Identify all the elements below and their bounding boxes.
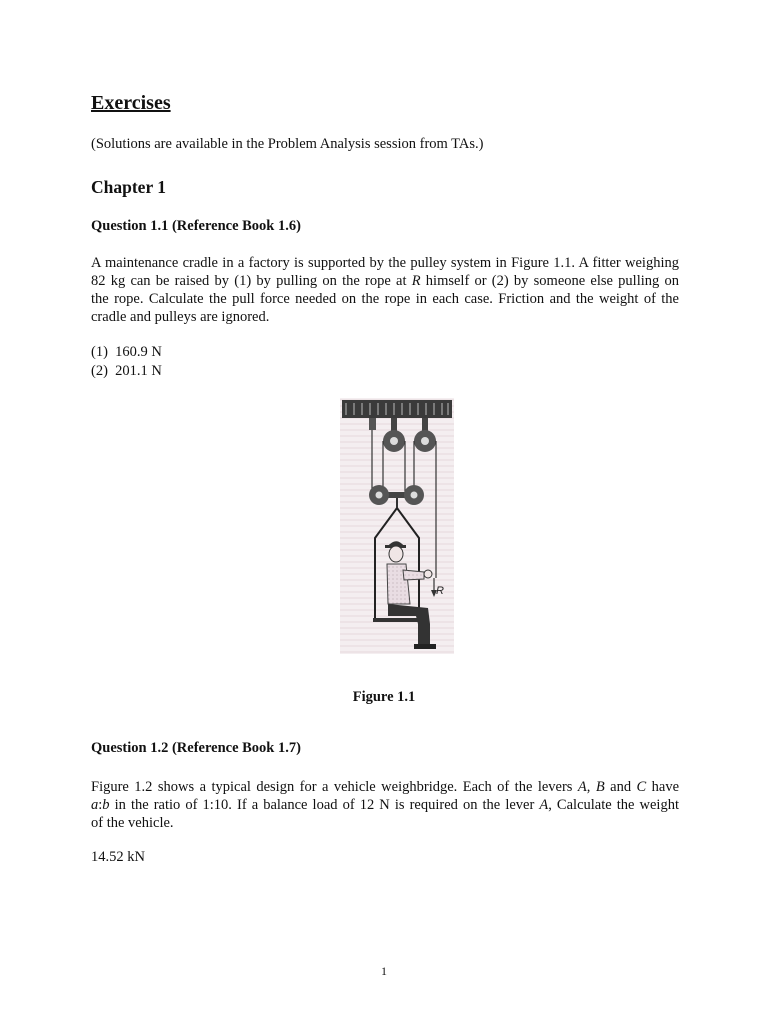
q1-line-2: 82 kg can be raised by (1) by pulling on the rope at R himself or (2) by someone else pulling on: [91, 273, 679, 289]
figure-1-1-pulley-image: [340, 398, 454, 654]
question-1-2-title: Question 1.2 (Reference Book 1.7): [91, 740, 301, 756]
q2-line-1: Figure 1.2 shows a typical design for a vehicle weighbridge. Each of the levers A, B and C have: [91, 779, 680, 795]
answer-1: (1) 160.9 N: [91, 344, 162, 360]
question-1-1-answers: [91, 343, 162, 381]
question-1-2-text: [91, 778, 679, 832]
page-number: 1: [381, 964, 387, 978]
question-1-2-answer: 14.52 kN: [91, 849, 145, 865]
question-1-1-text: [91, 254, 679, 326]
q2-line-3: of the vehicle.: [91, 815, 174, 831]
q1-line-3: the rope. Calculate the pull force needed on the rope in each case. Friction and the weight of the: [91, 291, 679, 307]
ceiling-beam: [342, 400, 452, 418]
rope-label-r: R: [436, 585, 444, 597]
q2-line-2: a:b in the ratio of 1:10. If a balance load of 12 N is required on the lever A, Calculate the weight: [91, 797, 679, 813]
exercises-heading: Exercises: [91, 92, 171, 114]
answer-2: (2) 201.1 N: [91, 363, 162, 379]
q1-line-1: A maintenance cradle in a factory is supported by the pulley system in Figure 1.1. A fitter weighing: [91, 255, 679, 271]
chapter-heading: Chapter 1: [91, 177, 167, 197]
rope-anchor: [369, 418, 376, 430]
pulley-system-illustration: [340, 398, 454, 654]
cradle-seat: [373, 618, 423, 622]
q1-line-4: cradle and pulleys are ignored.: [91, 309, 270, 325]
figure-1-1-caption: Figure 1.1: [352, 689, 416, 705]
question-1-1-title: Question 1.1 (Reference Book 1.6): [91, 218, 301, 234]
solutions-note: (Solutions are available in the Problem Analysis session from TAs.): [91, 136, 484, 152]
